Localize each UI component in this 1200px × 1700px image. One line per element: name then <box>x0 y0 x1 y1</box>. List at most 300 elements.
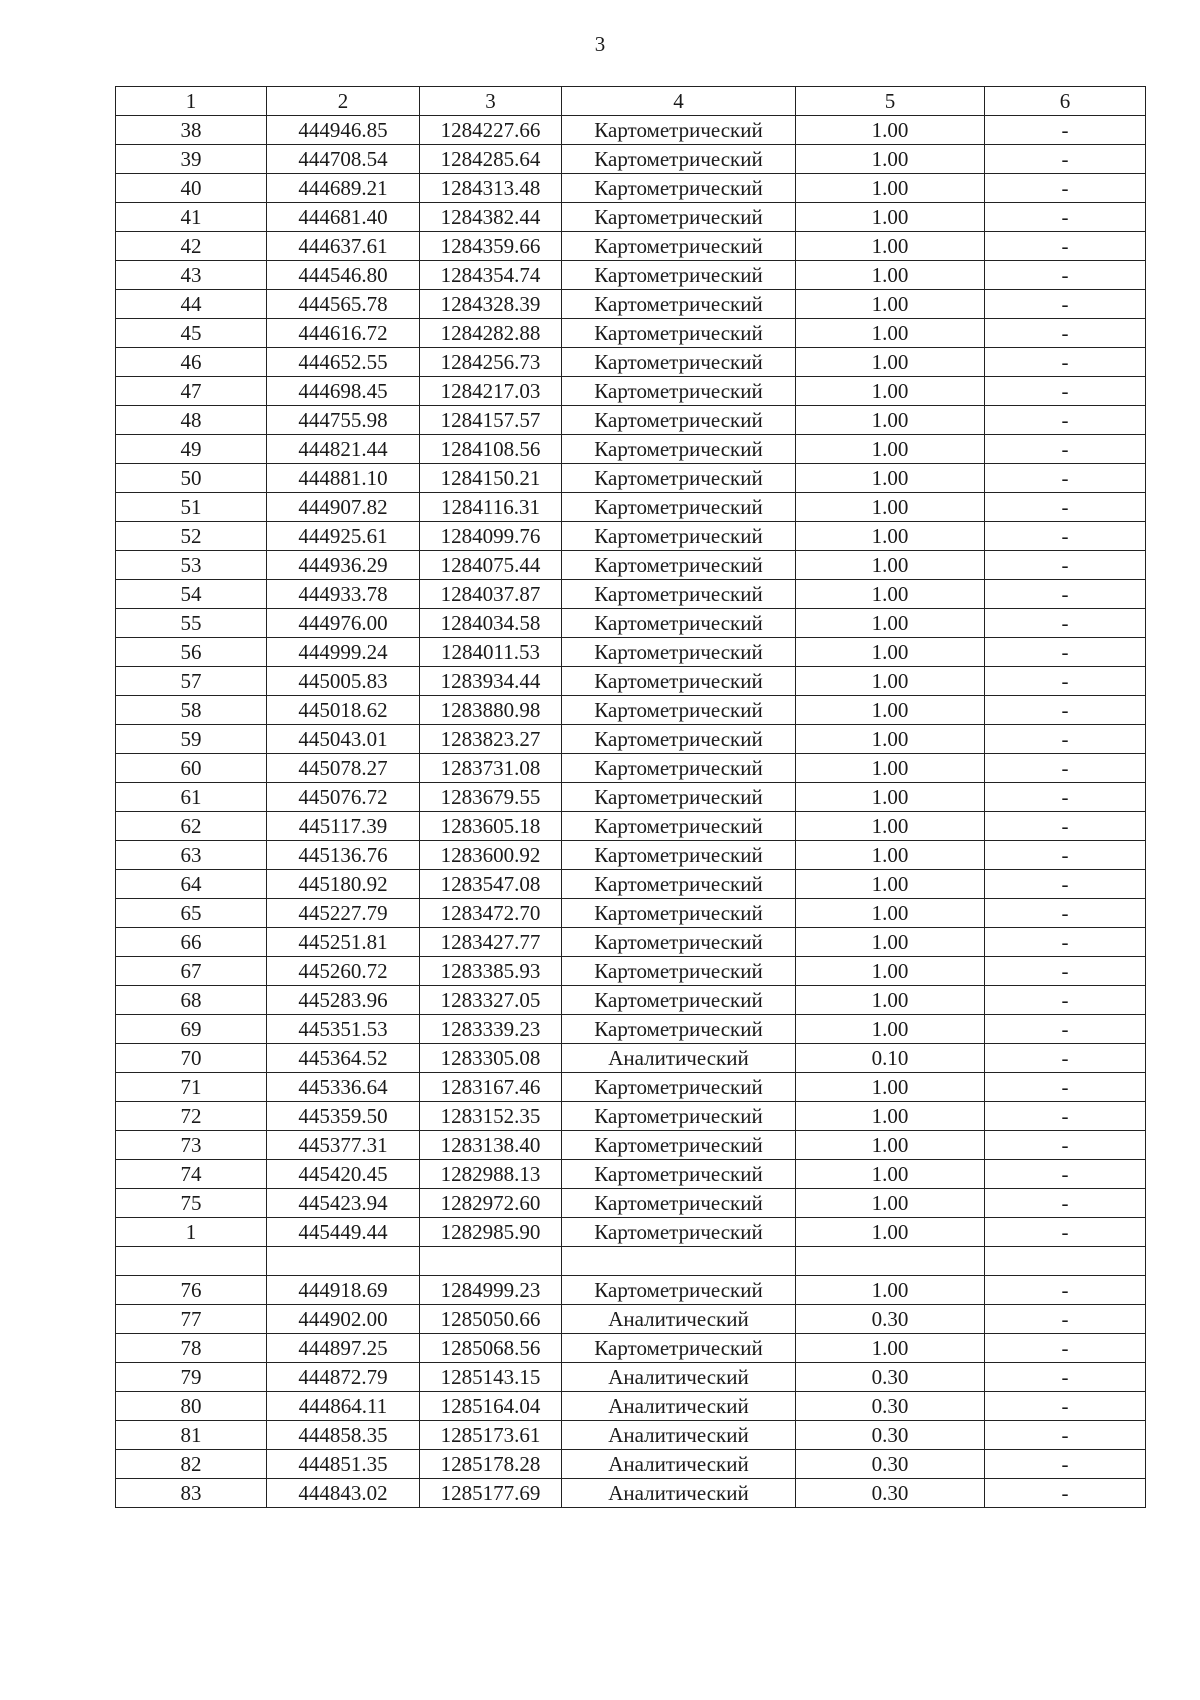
note-cell: - <box>985 203 1146 232</box>
x-coordinate-cell: 444821.44 <box>267 435 420 464</box>
method-cell: Картометрический <box>562 290 796 319</box>
accuracy-cell: 1.00 <box>796 841 985 870</box>
x-coordinate-cell: 444933.78 <box>267 580 420 609</box>
point-number-cell: 61 <box>116 783 267 812</box>
y-coordinate-cell: 1284256.73 <box>420 348 562 377</box>
accuracy-cell: 1.00 <box>796 928 985 957</box>
y-coordinate-cell: 1283679.55 <box>420 783 562 812</box>
note-cell: - <box>985 174 1146 203</box>
method-cell: Картометрический <box>562 957 796 986</box>
table-row <box>116 986 1146 1015</box>
accuracy-cell: 1.00 <box>796 725 985 754</box>
point-number-cell: 53 <box>116 551 267 580</box>
note-cell: - <box>985 1450 1146 1479</box>
table-row <box>116 377 1146 406</box>
point-number-cell: 49 <box>116 435 267 464</box>
note-cell: - <box>985 1015 1146 1044</box>
y-coordinate-cell: 1284313.48 <box>420 174 562 203</box>
accuracy-cell: 1.00 <box>796 1334 985 1363</box>
point-number-cell: 42 <box>116 232 267 261</box>
table-row <box>116 1276 1146 1305</box>
method-cell: Картометрический <box>562 696 796 725</box>
method-cell: Картометрический <box>562 464 796 493</box>
x-coordinate-cell: 444902.00 <box>267 1305 420 1334</box>
method-cell: Картометрический <box>562 1218 796 1247</box>
method-cell: Картометрический <box>562 725 796 754</box>
method-cell: Аналитический <box>562 1479 796 1508</box>
x-coordinate-cell: 444946.85 <box>267 116 420 145</box>
note-cell: - <box>985 638 1146 667</box>
accuracy-cell: 1.00 <box>796 232 985 261</box>
method-cell: Картометрический <box>562 522 796 551</box>
accuracy-cell: 1.00 <box>796 290 985 319</box>
accuracy-cell: 1.00 <box>796 754 985 783</box>
x-coordinate-cell: 445043.01 <box>267 725 420 754</box>
y-coordinate-cell: 1284999.23 <box>420 1276 562 1305</box>
table-row <box>116 812 1146 841</box>
x-coordinate-cell: 445005.83 <box>267 667 420 696</box>
y-coordinate-cell: 1284328.39 <box>420 290 562 319</box>
table-row <box>116 232 1146 261</box>
table-row <box>116 1479 1146 1508</box>
note-cell: - <box>985 116 1146 145</box>
note-cell: - <box>985 1276 1146 1305</box>
accuracy-cell: 0.30 <box>796 1363 985 1392</box>
x-coordinate-cell: 444616.72 <box>267 319 420 348</box>
y-coordinate-cell: 1283385.93 <box>420 957 562 986</box>
table-row <box>116 1450 1146 1479</box>
table-row <box>116 1247 1146 1276</box>
note-cell: - <box>985 986 1146 1015</box>
table-row <box>116 696 1146 725</box>
header-row <box>116 87 1146 116</box>
accuracy-cell: 1.00 <box>796 348 985 377</box>
note-cell: - <box>985 290 1146 319</box>
accuracy-cell: 1.00 <box>796 957 985 986</box>
x-coordinate-cell: 445260.72 <box>267 957 420 986</box>
note-cell: - <box>985 1073 1146 1102</box>
table-row <box>116 493 1146 522</box>
accuracy-cell: 0.30 <box>796 1305 985 1334</box>
x-coordinate-cell: 444999.24 <box>267 638 420 667</box>
x-coordinate-cell: 444858.35 <box>267 1421 420 1450</box>
accuracy-cell: 1.00 <box>796 1276 985 1305</box>
method-cell: Картометрический <box>562 986 796 1015</box>
y-coordinate-cell: 1284116.31 <box>420 493 562 522</box>
y-coordinate-cell: 1283339.23 <box>420 1015 562 1044</box>
note-cell: - <box>985 435 1146 464</box>
x-coordinate-cell: 444689.21 <box>267 174 420 203</box>
accuracy-cell: 1.00 <box>796 609 985 638</box>
x-coordinate-cell: 444897.25 <box>267 1334 420 1363</box>
note-cell: - <box>985 551 1146 580</box>
note-cell: - <box>985 580 1146 609</box>
note-cell: - <box>985 348 1146 377</box>
y-coordinate-cell: 1282985.90 <box>420 1218 562 1247</box>
accuracy-cell: 1.00 <box>796 870 985 899</box>
y-coordinate-cell: 1284011.53 <box>420 638 562 667</box>
point-number-cell: 50 <box>116 464 267 493</box>
method-cell: Картометрический <box>562 406 796 435</box>
method-cell: Аналитический <box>562 1044 796 1073</box>
x-coordinate-cell: 444843.02 <box>267 1479 420 1508</box>
point-number-cell: 55 <box>116 609 267 638</box>
note-cell: - <box>985 783 1146 812</box>
table-row <box>116 290 1146 319</box>
method-cell: Картометрический <box>562 493 796 522</box>
table-row <box>116 870 1146 899</box>
accuracy-cell: 1.00 <box>796 377 985 406</box>
accuracy-cell: 0.30 <box>796 1450 985 1479</box>
accuracy-cell: 1.00 <box>796 638 985 667</box>
point-number-cell: 62 <box>116 812 267 841</box>
point-number-cell: 67 <box>116 957 267 986</box>
table-row <box>116 1421 1146 1450</box>
note-cell: - <box>985 609 1146 638</box>
note-cell: - <box>985 1392 1146 1421</box>
accuracy-cell: 0.30 <box>796 1479 985 1508</box>
table-row <box>116 1189 1146 1218</box>
method-cell: Картометрический <box>562 1189 796 1218</box>
table-row <box>116 754 1146 783</box>
table-row <box>116 899 1146 928</box>
note-cell: - <box>985 319 1146 348</box>
table-body <box>116 116 1146 1508</box>
note-cell: - <box>985 1363 1146 1392</box>
point-number-cell: 58 <box>116 696 267 725</box>
header-cell: 4 <box>562 87 796 116</box>
note-cell: - <box>985 145 1146 174</box>
y-coordinate-cell: 1283138.40 <box>420 1131 562 1160</box>
x-coordinate-cell: 444918.69 <box>267 1276 420 1305</box>
table-row <box>116 1102 1146 1131</box>
x-coordinate-cell: 444546.80 <box>267 261 420 290</box>
x-coordinate-cell: 444637.61 <box>267 232 420 261</box>
point-number-cell: 64 <box>116 870 267 899</box>
point-number-cell: 66 <box>116 928 267 957</box>
method-cell: Картометрический <box>562 899 796 928</box>
point-number-cell: 60 <box>116 754 267 783</box>
accuracy-cell: 1.00 <box>796 145 985 174</box>
note-cell: - <box>985 464 1146 493</box>
accuracy-cell: 1.00 <box>796 464 985 493</box>
table-row <box>116 1160 1146 1189</box>
point-number-cell: 41 <box>116 203 267 232</box>
x-coordinate-cell: 444755.98 <box>267 406 420 435</box>
note-cell: - <box>985 754 1146 783</box>
page-number: 3 <box>594 32 606 56</box>
y-coordinate-cell: 1283605.18 <box>420 812 562 841</box>
x-coordinate-cell: 444681.40 <box>267 203 420 232</box>
y-coordinate-cell: 1282972.60 <box>420 1189 562 1218</box>
x-coordinate-cell: 445018.62 <box>267 696 420 725</box>
method-cell: Картометрический <box>562 145 796 174</box>
accuracy-cell: 1.00 <box>796 1102 985 1131</box>
y-coordinate-cell: 1284227.66 <box>420 116 562 145</box>
table-row <box>116 783 1146 812</box>
point-number-cell: 68 <box>116 986 267 1015</box>
accuracy-cell: 1.00 <box>796 783 985 812</box>
method-cell: Картометрический <box>562 1073 796 1102</box>
note-cell: - <box>985 1421 1146 1450</box>
point-number-cell: 73 <box>116 1131 267 1160</box>
x-coordinate-cell: 445359.50 <box>267 1102 420 1131</box>
accuracy-cell: 0.10 <box>796 1044 985 1073</box>
table-row <box>116 174 1146 203</box>
y-coordinate-cell: 1283305.08 <box>420 1044 562 1073</box>
point-number-cell: 57 <box>116 667 267 696</box>
note-cell: - <box>985 928 1146 957</box>
table-row <box>116 1392 1146 1421</box>
note-cell: - <box>985 1189 1146 1218</box>
accuracy-cell: 1.00 <box>796 435 985 464</box>
point-number-cell: 71 <box>116 1073 267 1102</box>
point-number-cell: 38 <box>116 116 267 145</box>
accuracy-cell: 1.00 <box>796 812 985 841</box>
point-number-cell: 74 <box>116 1160 267 1189</box>
table-row <box>116 319 1146 348</box>
point-number-cell: 40 <box>116 174 267 203</box>
table-row <box>116 261 1146 290</box>
x-coordinate-cell: 444698.45 <box>267 377 420 406</box>
method-cell: Аналитический <box>562 1421 796 1450</box>
table-row <box>116 435 1146 464</box>
note-cell: - <box>985 696 1146 725</box>
x-coordinate-cell: 444881.10 <box>267 464 420 493</box>
x-coordinate-cell: 445351.53 <box>267 1015 420 1044</box>
method-cell: Аналитический <box>562 1392 796 1421</box>
note-cell: - <box>985 232 1146 261</box>
table-row <box>116 1218 1146 1247</box>
table-row <box>116 841 1146 870</box>
table-row <box>116 1131 1146 1160</box>
point-number-cell: 48 <box>116 406 267 435</box>
y-coordinate-cell: 1285050.66 <box>420 1305 562 1334</box>
point-number-cell: 51 <box>116 493 267 522</box>
x-coordinate-cell: 445076.72 <box>267 783 420 812</box>
method-cell: Картометрический <box>562 116 796 145</box>
y-coordinate-cell: 1284354.74 <box>420 261 562 290</box>
point-number-cell: 77 <box>116 1305 267 1334</box>
point-number-cell: 75 <box>116 1189 267 1218</box>
table-row <box>116 725 1146 754</box>
accuracy-cell: 1.00 <box>796 261 985 290</box>
x-coordinate-cell: 445136.76 <box>267 841 420 870</box>
y-coordinate-cell: 1284285.64 <box>420 145 562 174</box>
point-number-cell: 65 <box>116 899 267 928</box>
accuracy-cell: 1.00 <box>796 116 985 145</box>
method-cell: Аналитический <box>562 1363 796 1392</box>
y-coordinate-cell: 1283880.98 <box>420 696 562 725</box>
method-cell: Картометрический <box>562 377 796 406</box>
table-row <box>116 667 1146 696</box>
point-number-cell: 43 <box>116 261 267 290</box>
note-cell: - <box>985 377 1146 406</box>
method-cell: Картометрический <box>562 1102 796 1131</box>
note-cell: - <box>985 1305 1146 1334</box>
x-coordinate-cell: 444936.29 <box>267 551 420 580</box>
accuracy-cell <box>796 1247 985 1276</box>
y-coordinate-cell: 1284037.87 <box>420 580 562 609</box>
y-coordinate-cell: 1283823.27 <box>420 725 562 754</box>
method-cell: Картометрический <box>562 841 796 870</box>
point-number-cell: 63 <box>116 841 267 870</box>
table-row <box>116 1044 1146 1073</box>
x-coordinate-cell: 445336.64 <box>267 1073 420 1102</box>
y-coordinate-cell: 1283472.70 <box>420 899 562 928</box>
accuracy-cell: 1.00 <box>796 696 985 725</box>
accuracy-cell: 1.00 <box>796 493 985 522</box>
accuracy-cell: 1.00 <box>796 319 985 348</box>
x-coordinate-cell <box>267 1247 420 1276</box>
table-row <box>116 1015 1146 1044</box>
y-coordinate-cell: 1282988.13 <box>420 1160 562 1189</box>
x-coordinate-cell: 445117.39 <box>267 812 420 841</box>
point-number-cell: 72 <box>116 1102 267 1131</box>
y-coordinate-cell <box>420 1247 562 1276</box>
accuracy-cell: 1.00 <box>796 1160 985 1189</box>
table-row <box>116 957 1146 986</box>
y-coordinate-cell: 1285143.15 <box>420 1363 562 1392</box>
method-cell: Картометрический <box>562 1131 796 1160</box>
table-row <box>116 638 1146 667</box>
method-cell: Картометрический <box>562 1015 796 1044</box>
method-cell: Картометрический <box>562 348 796 377</box>
note-cell: - <box>985 493 1146 522</box>
table-row <box>116 116 1146 145</box>
header-cell: 1 <box>116 87 267 116</box>
method-cell: Картометрический <box>562 551 796 580</box>
accuracy-cell: 1.00 <box>796 174 985 203</box>
table-row <box>116 348 1146 377</box>
table-row <box>116 580 1146 609</box>
y-coordinate-cell: 1284075.44 <box>420 551 562 580</box>
note-cell: - <box>985 841 1146 870</box>
y-coordinate-cell: 1284157.57 <box>420 406 562 435</box>
accuracy-cell: 1.00 <box>796 1131 985 1160</box>
note-cell: - <box>985 1218 1146 1247</box>
method-cell: Картометрический <box>562 812 796 841</box>
note-cell: - <box>985 406 1146 435</box>
method-cell: Картометрический <box>562 174 796 203</box>
y-coordinate-cell: 1283167.46 <box>420 1073 562 1102</box>
y-coordinate-cell: 1283427.77 <box>420 928 562 957</box>
accuracy-cell: 1.00 <box>796 1218 985 1247</box>
point-number-cell: 80 <box>116 1392 267 1421</box>
accuracy-cell: 1.00 <box>796 551 985 580</box>
method-cell: Картометрический <box>562 783 796 812</box>
y-coordinate-cell: 1283327.05 <box>420 986 562 1015</box>
x-coordinate-cell: 444864.11 <box>267 1392 420 1421</box>
method-cell: Картометрический <box>562 609 796 638</box>
method-cell: Аналитический <box>562 1305 796 1334</box>
y-coordinate-cell: 1283731.08 <box>420 754 562 783</box>
point-number-cell: 39 <box>116 145 267 174</box>
x-coordinate-cell: 444925.61 <box>267 522 420 551</box>
table-row <box>116 1334 1146 1363</box>
point-number-cell: 70 <box>116 1044 267 1073</box>
note-cell: - <box>985 957 1146 986</box>
note-cell: - <box>985 522 1146 551</box>
x-coordinate-cell: 445377.31 <box>267 1131 420 1160</box>
y-coordinate-cell: 1284359.66 <box>420 232 562 261</box>
x-coordinate-cell: 445227.79 <box>267 899 420 928</box>
note-cell: - <box>985 1479 1146 1508</box>
x-coordinate-cell: 445423.94 <box>267 1189 420 1218</box>
x-coordinate-cell: 445251.81 <box>267 928 420 957</box>
point-number-cell: 82 <box>116 1450 267 1479</box>
y-coordinate-cell: 1283152.35 <box>420 1102 562 1131</box>
method-cell: Картометрический <box>562 638 796 667</box>
method-cell: Картометрический <box>562 870 796 899</box>
y-coordinate-cell: 1284282.88 <box>420 319 562 348</box>
method-cell: Картометрический <box>562 232 796 261</box>
accuracy-cell: 1.00 <box>796 1073 985 1102</box>
table-row <box>116 1305 1146 1334</box>
table-row <box>116 145 1146 174</box>
y-coordinate-cell: 1284108.56 <box>420 435 562 464</box>
table-row <box>116 609 1146 638</box>
point-number-cell <box>116 1247 267 1276</box>
note-cell: - <box>985 1160 1146 1189</box>
method-cell: Картометрический <box>562 319 796 348</box>
x-coordinate-cell: 445449.44 <box>267 1218 420 1247</box>
y-coordinate-cell: 1284382.44 <box>420 203 562 232</box>
accuracy-cell: 1.00 <box>796 667 985 696</box>
y-coordinate-cell: 1285068.56 <box>420 1334 562 1363</box>
header-cell: 6 <box>985 87 1146 116</box>
x-coordinate-cell: 444907.82 <box>267 493 420 522</box>
table-row <box>116 928 1146 957</box>
point-number-cell: 1 <box>116 1218 267 1247</box>
accuracy-cell: 1.00 <box>796 986 985 1015</box>
method-cell: Картометрический <box>562 1276 796 1305</box>
method-cell: Картометрический <box>562 754 796 783</box>
note-cell <box>985 1247 1146 1276</box>
method-cell: Картометрический <box>562 261 796 290</box>
point-number-cell: 44 <box>116 290 267 319</box>
point-number-cell: 69 <box>116 1015 267 1044</box>
y-coordinate-cell: 1284099.76 <box>420 522 562 551</box>
note-cell: - <box>985 725 1146 754</box>
table-row <box>116 203 1146 232</box>
accuracy-cell: 0.30 <box>796 1421 985 1450</box>
accuracy-cell: 1.00 <box>796 899 985 928</box>
point-number-cell: 83 <box>116 1479 267 1508</box>
x-coordinate-cell: 444652.55 <box>267 348 420 377</box>
point-number-cell: 76 <box>116 1276 267 1305</box>
method-cell: Картометрический <box>562 435 796 464</box>
y-coordinate-cell: 1285177.69 <box>420 1479 562 1508</box>
table-row <box>116 551 1146 580</box>
x-coordinate-cell: 444708.54 <box>267 145 420 174</box>
method-cell: Картометрический <box>562 1160 796 1189</box>
x-coordinate-cell: 444851.35 <box>267 1450 420 1479</box>
note-cell: - <box>985 899 1146 928</box>
point-number-cell: 47 <box>116 377 267 406</box>
method-cell: Картометрический <box>562 667 796 696</box>
x-coordinate-cell: 445283.96 <box>267 986 420 1015</box>
point-number-cell: 78 <box>116 1334 267 1363</box>
accuracy-cell: 1.00 <box>796 1015 985 1044</box>
y-coordinate-cell: 1285173.61 <box>420 1421 562 1450</box>
note-cell: - <box>985 667 1146 696</box>
x-coordinate-cell: 445364.52 <box>267 1044 420 1073</box>
table-row <box>116 1363 1146 1392</box>
accuracy-cell: 1.00 <box>796 203 985 232</box>
y-coordinate-cell: 1283547.08 <box>420 870 562 899</box>
y-coordinate-cell: 1283934.44 <box>420 667 562 696</box>
